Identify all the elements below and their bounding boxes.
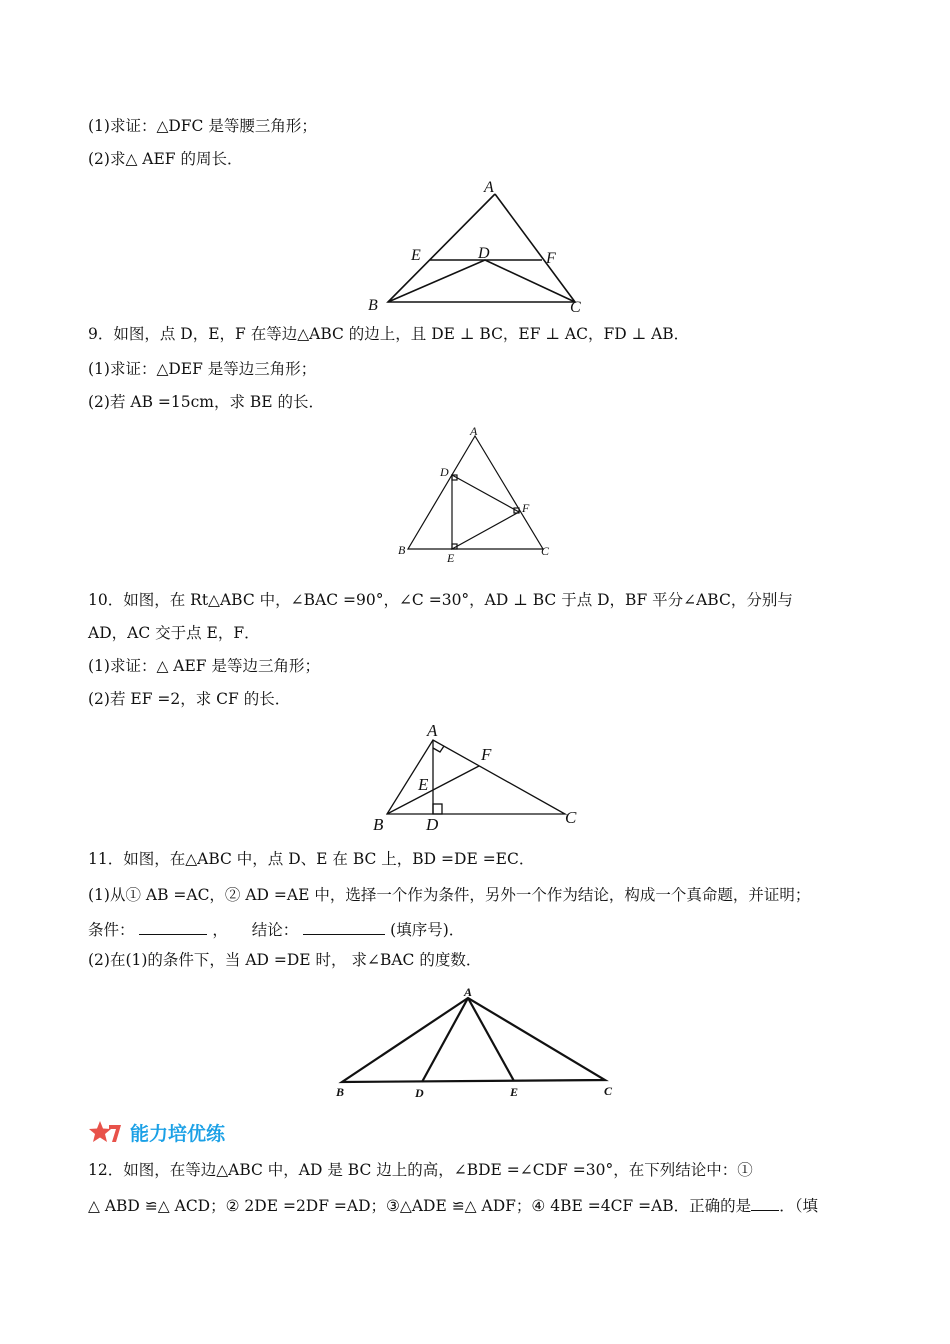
q11-label-B: B	[336, 1085, 345, 1099]
q9-label-C: C	[541, 544, 550, 558]
q10-stem-line1: 10．如图，在 Rt△ABC 中，∠BAC =90°，∠C =30°，AD ⊥ BC 于点 D，BF 平分∠ABC，分别与	[88, 591, 793, 609]
q10-label-B: B	[373, 815, 384, 834]
q11-condition-label: 条件：	[88, 921, 135, 939]
q9-triangle-DEF	[452, 475, 519, 549]
q9-part2: (2)若 AB =15cm，求 BE 的长．	[88, 393, 325, 411]
q11-triangle	[342, 998, 605, 1082]
q9-label-D: D	[440, 465, 449, 479]
q9-label-A: A	[470, 424, 478, 438]
q12-stem-line2	[88, 1194, 818, 1216]
star-icon	[88, 1120, 122, 1144]
q10-part1: (1)求证：△ AEF 是等边三角形；	[88, 657, 320, 675]
q11-condition-blank[interactable]	[139, 918, 207, 935]
q11-stem: 11．如图，在△ABC 中，点 D、E 在 BC 上，BD =DE =EC．	[88, 850, 535, 868]
q9-label-F: F	[522, 501, 530, 515]
section-header	[88, 1118, 225, 1146]
q11-fill-hint: (填序号)．	[390, 921, 465, 939]
q10-label-A: A	[427, 721, 438, 740]
q10-right-angle-D	[433, 804, 442, 814]
q9-label-E: E	[447, 551, 455, 565]
q11-figure	[330, 982, 620, 1100]
q10-right-angle-A	[433, 746, 444, 752]
q10-part2: (2)若 EF =2，求 CF 的长．	[88, 690, 291, 708]
q8-label-F: F	[546, 250, 556, 267]
q9-part1: (1)求证：△DEF 是等边三角形；	[88, 360, 317, 378]
q11-segment-AE	[468, 998, 514, 1081]
q8-label-D: D	[478, 245, 490, 262]
q11-label-D: D	[415, 1086, 424, 1100]
q9-figure	[395, 424, 565, 569]
q12-answer-blank[interactable]	[751, 1194, 779, 1211]
q8-label-E: E	[411, 247, 421, 264]
q12-stem-line2-b: ．（填	[779, 1197, 818, 1215]
q11-part1: (1)从① AB =AC，② AD =AE 中，选择一个作为条件，另外一个作为结论，构成一个真命题，并证明；	[88, 886, 811, 904]
q9-label-B: B	[398, 543, 406, 557]
q11-label-A: A	[464, 985, 473, 999]
q10-label-E: E	[418, 775, 429, 794]
q8-part1: (1)求证：△DFC 是等腰三角形；	[88, 117, 317, 135]
q11-label-E: E	[510, 1085, 519, 1099]
q11-separator: ，	[212, 921, 228, 939]
q12-stem-line2-a: △ ABD ≌△ ACD；② 2DE =2DF =AD；③△ADE ≌△ ADF；④ 4BE =4CF =AB．正确的是	[88, 1197, 752, 1215]
section-title: 能力培优练	[130, 1122, 226, 1145]
q10-label-F: F	[481, 745, 492, 764]
q8-label-C: C	[570, 299, 581, 316]
q9-stem: 9．如图，点 D，E，F 在等边△ABC 的边上，且 DE ⊥ BC，EF ⊥ AC，FD ⊥ AB．	[88, 325, 690, 343]
q12-stem-line1: 12．如图，在等边△ABC 中，AD 是 BC 边上的高，∠BDE =∠CDF =30°，在下列结论中：①	[88, 1161, 753, 1179]
q8-part2: (2)求△ AEF 的周长．	[88, 150, 243, 168]
q8-label-B: B	[368, 297, 378, 314]
q10-triangle	[387, 740, 565, 814]
q10-label-D: D	[426, 815, 439, 834]
q11-segment-AD	[422, 998, 468, 1082]
q8-label-A: A	[484, 179, 494, 196]
q11-conclusion-blank[interactable]	[303, 918, 385, 935]
q11-conclusion-label: 结论：	[251, 921, 299, 939]
q11-part2: (2)在(1)的条件下，当 AD =DE 时， 求∠BAC 的度数．	[88, 951, 482, 969]
q10-stem-line2: AD，AC 交于点 E，F．	[88, 624, 260, 642]
q11-condition-line	[88, 918, 464, 940]
q10-label-C: C	[565, 808, 577, 827]
q11-label-C: C	[604, 1084, 613, 1098]
q9-triangle	[408, 436, 543, 549]
q8-figure	[360, 178, 600, 318]
q10-figure	[365, 720, 590, 835]
